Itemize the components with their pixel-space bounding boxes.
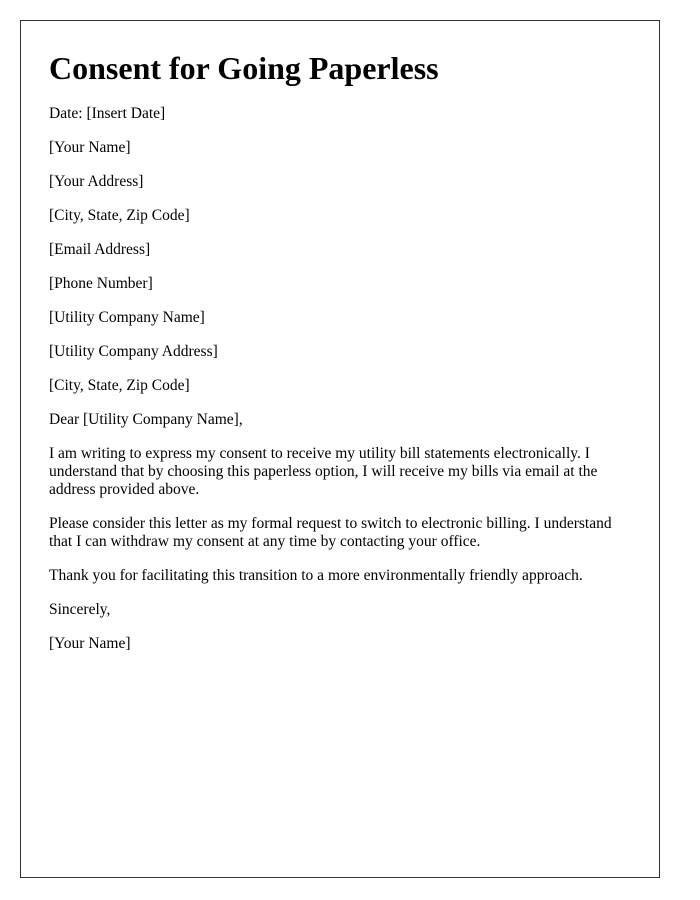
signature: [Your Name]: [49, 635, 131, 652]
sender-address: [Your Address]: [49, 173, 144, 190]
sender-city-state-zip: [City, State, Zip Code]: [49, 207, 190, 224]
sender-email: [Email Address]: [49, 241, 151, 258]
sender-phone: [Phone Number]: [49, 275, 153, 292]
recipient-city-state-zip: [City, State, Zip Code]: [49, 377, 190, 394]
closing: Sincerely,: [49, 601, 111, 618]
body-paragraph: I am writing to express my consent to receive my utility bill statements electronically. I understand that by choosing this paperless option, I will receive my bills via email at the address provided above.: [49, 445, 598, 498]
letter-page: [20, 20, 660, 878]
sender-name: [Your Name]: [49, 139, 131, 156]
salutation: Dear [Utility Company Name],: [49, 411, 243, 428]
letter-title: Consent for Going Paperless: [49, 50, 439, 86]
body-paragraph: Please consider this letter as my formal request to switch to electronic billing. I understand that I can withdraw my consent at any time by contacting your office.: [49, 515, 612, 550]
recipient-company-name: [Utility Company Name]: [49, 309, 205, 326]
body-paragraph: Thank you for facilitating this transition to a more environmentally friendly approach.: [49, 567, 583, 584]
date-line: Date: [Insert Date]: [49, 105, 166, 122]
recipient-company-address: [Utility Company Address]: [49, 343, 218, 360]
